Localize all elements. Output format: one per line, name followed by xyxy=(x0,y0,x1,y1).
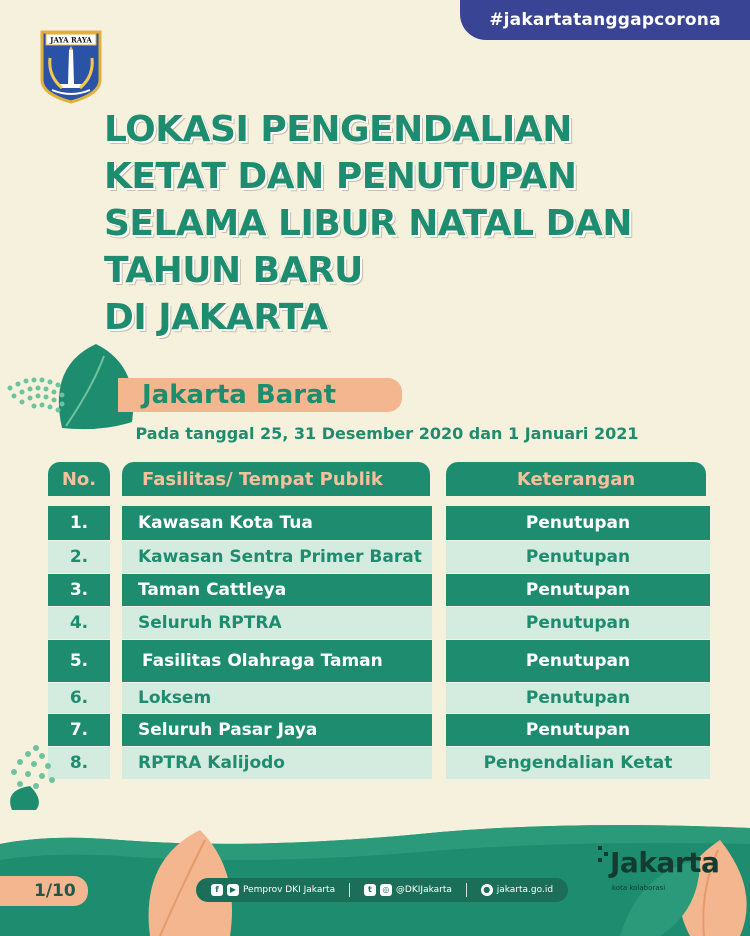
social-web[interactable] xyxy=(481,884,553,896)
divider xyxy=(349,883,350,897)
title-line: SELAMA LIBUR NATAL DAN xyxy=(104,203,632,244)
brand-tagline: kota kolaborasi xyxy=(612,884,666,892)
page-number: 1/10 xyxy=(34,881,76,901)
table-row xyxy=(0,714,750,746)
row-number: 8. xyxy=(48,747,110,779)
row-facility: Kawasan Sentra Primer Barat xyxy=(122,541,432,573)
social-label: jakarta.go.id xyxy=(496,885,554,895)
table-row xyxy=(0,683,750,713)
row-number: 5. xyxy=(48,640,110,682)
social-facebook-youtube[interactable] xyxy=(211,884,335,896)
table-row xyxy=(0,747,750,779)
row-number: 2. xyxy=(48,541,110,573)
brand-name: Jakarta xyxy=(610,846,720,879)
hashtag-tab[interactable]: #jakartatanggapcorona xyxy=(460,0,750,40)
social-label: @DKIJakarta xyxy=(395,885,452,895)
table-row xyxy=(0,574,750,606)
logo-banner-text: JAYA RAYA xyxy=(50,35,92,45)
table-row xyxy=(0,607,750,639)
jakarta-brand-logo xyxy=(596,842,726,902)
row-facility: Fasilitas Olahraga Taman xyxy=(122,640,432,682)
date-line: Pada tanggal 25, 31 Desember 2020 dan 1 Januari 2021 xyxy=(135,424,639,443)
row-facility: Seluruh RPTRA xyxy=(122,607,432,639)
title-line: KETAT DAN PENUTUPAN xyxy=(104,156,577,197)
row-number: 1. xyxy=(48,506,110,540)
web-icon: ● xyxy=(481,884,493,896)
row-number: 6. xyxy=(48,683,110,713)
row-note: Penutupan xyxy=(446,683,710,713)
title-line: DI JAKARTA xyxy=(104,297,328,338)
header-facility: Fasilitas/ Tempat Publik xyxy=(122,462,430,496)
row-note: Penutupan xyxy=(446,574,710,606)
page-title xyxy=(104,106,704,341)
dki-jakarta-emblem-icon xyxy=(38,28,104,104)
row-facility: Loksem xyxy=(122,683,432,713)
youtube-icon: ▶ xyxy=(227,884,239,896)
social-label: Pemprov DKI Jakarta xyxy=(242,885,336,895)
row-note: Penutupan xyxy=(446,541,710,573)
table-row xyxy=(0,541,750,573)
title-line: TAHUN BARU xyxy=(104,250,363,291)
row-number: 4. xyxy=(48,607,110,639)
social-twitter-instagram[interactable] xyxy=(364,884,452,896)
facebook-icon: f xyxy=(211,884,223,896)
header-note: Keterangan xyxy=(446,462,706,496)
divider xyxy=(466,883,467,897)
table-row xyxy=(0,506,750,540)
row-note: Penutupan xyxy=(446,640,710,682)
row-note: Pengendalian Ketat xyxy=(446,747,710,779)
plant-decoration xyxy=(0,740,70,810)
brand-mark-icon xyxy=(596,844,610,884)
row-note: Penutupan xyxy=(446,506,710,540)
row-facility: Seluruh Pasar Jaya xyxy=(122,714,432,746)
row-facility: Kawasan Kota Tua xyxy=(122,506,432,540)
region-label: Jakarta Barat xyxy=(142,380,337,410)
row-number: 3. xyxy=(48,574,110,606)
instagram-icon: ◎ xyxy=(380,884,392,896)
row-note: Penutupan xyxy=(446,714,710,746)
twitter-icon: t xyxy=(364,884,376,896)
row-number: 7. xyxy=(48,714,110,746)
title-line: LOKASI PENGENDALIAN xyxy=(104,109,572,150)
row-note: Penutupan xyxy=(446,607,710,639)
row-facility: Taman Cattleya xyxy=(122,574,432,606)
social-bar xyxy=(196,878,568,902)
row-facility: RPTRA Kalijodo xyxy=(122,747,432,779)
header-no: No. xyxy=(48,462,110,496)
table-row xyxy=(0,640,750,682)
